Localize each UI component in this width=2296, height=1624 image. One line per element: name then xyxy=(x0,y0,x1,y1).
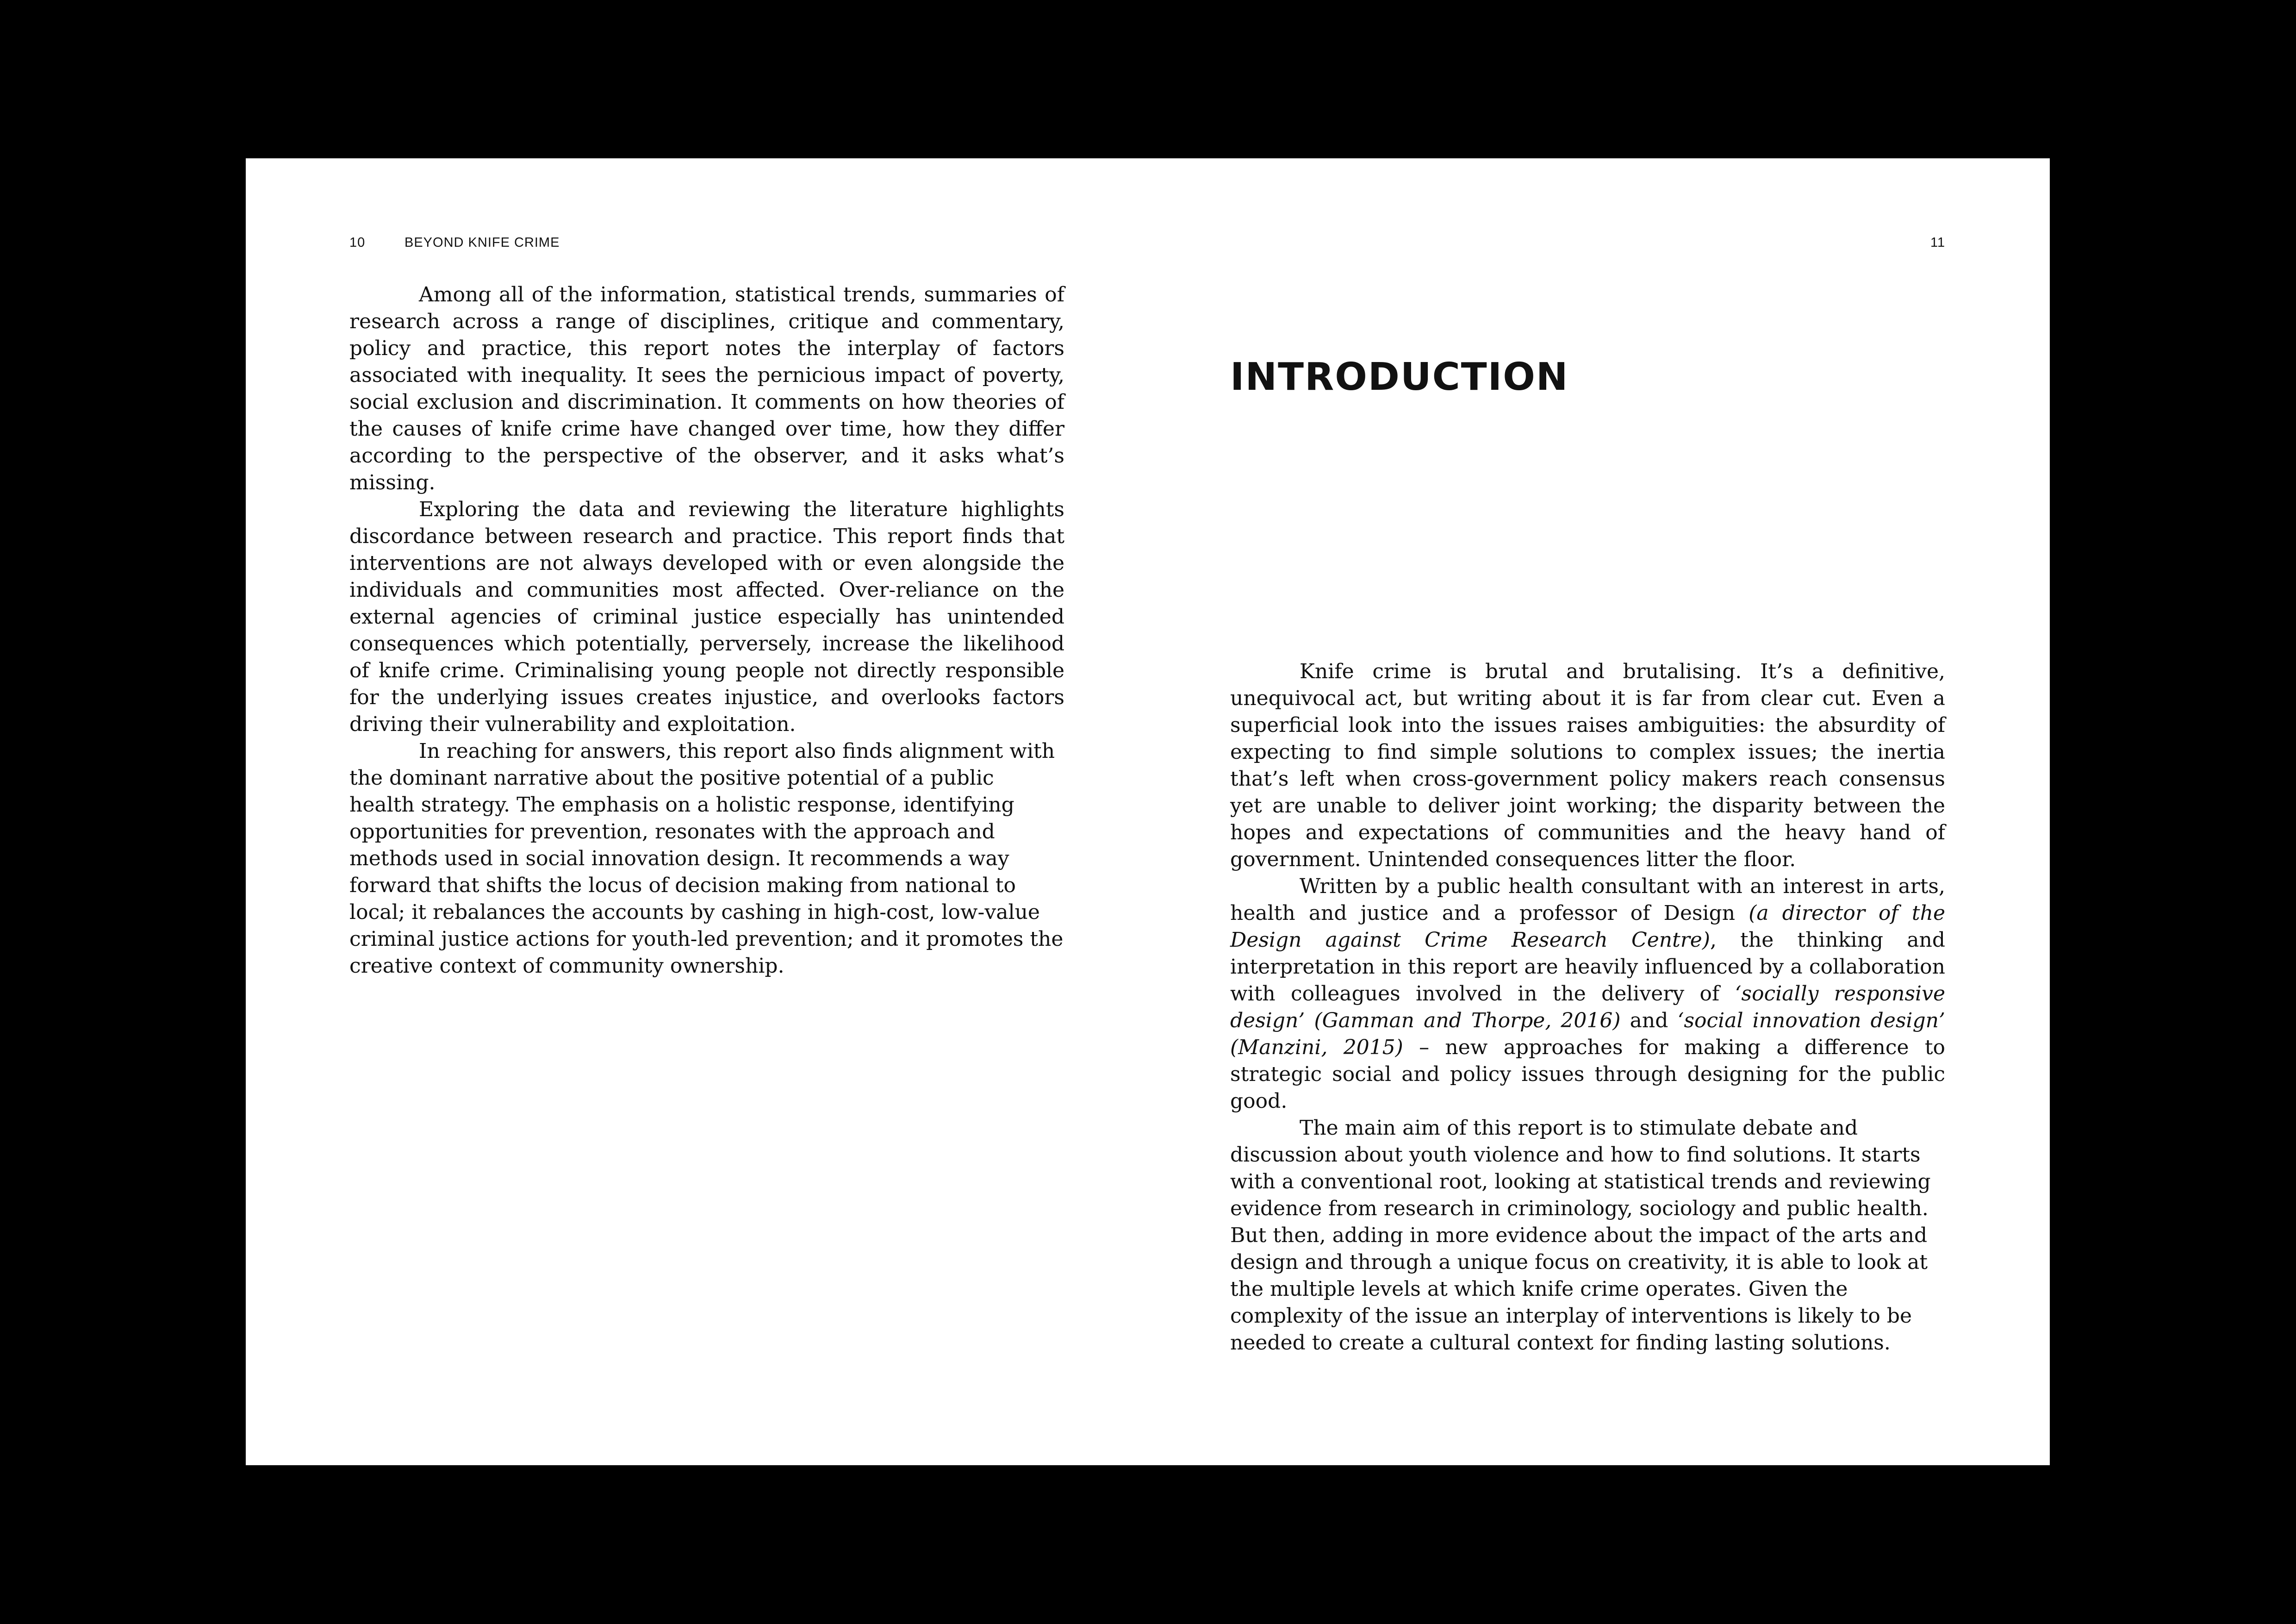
body-paragraph: The main aim of this report is to stimulate debate and discussion about youth violence and how to find solutions. It starts with a conventional root, looking at statistical trends and reviewing evidence from research in criminology, sociology and public health. But then, adding in more evidence about the impact of the arts and design and through a unique focus on creativity, it is able to look at the multiple levels at which knife crime operates. Given the complexity of the issue an interplay of interventions is likely to be needed to create a cultural context for finding lasting solutions. xyxy=(1230,1116,1931,1355)
left-page-body xyxy=(349,281,1064,980)
body-paragraph: In reaching for answers, this report also finds alignment with the dominant narrative about the positive potential of a public health strategy. The emphasis on a holistic response, identifying opportunities for prevention, resonates with the approach and methods used in social innovation design. It recommends a way forward that shifts the locus of decision making from national to local; it rebalances the accounts by cashing in high-cost, low-value criminal justice actions for youth-led prevention; and it promotes the creative context of community ownership. xyxy=(349,739,1064,978)
body-paragraph: Among all of the information, statistical trends, summaries of research across a range of disciplines, critique and commentary, policy and practice, this report notes the interplay of factors associated with inequality. It sees the pernicious impact of poverty, social exclusion and discrimination. It comments on how theories of the causes of knife crime have changed over time, how they differ according to the perspective of the observer, and it asks what’s missing. xyxy=(349,283,1064,494)
paragraph-text: Written by a public health consultant with an interest in arts, health and justice and a professor of Design xyxy=(1230,874,1945,925)
section-heading: INTRODUCTION xyxy=(1230,355,1569,399)
paragraph-text: – new approaches for making a difference to strategic social and policy issues through designing for the public good. xyxy=(1230,1036,1945,1113)
body-paragraph: Knife crime is brutal and brutalising. It’s a definitive, unequivocal act, but writing about it is far from clear cut. Even a superficial look into the issues raises ambiguities: the absurdity of expecting to find simple solutions to complex issues; the inertia that’s left when cross-government policy makers reach consensus yet are unable to deliver joint working; the disparity between the hopes and expectations of communities and the heavy hand of government. Unintended consequences litter the floor. xyxy=(1230,660,1945,871)
italic-citation: ‘social innovation design’ (Manzini, 2015) xyxy=(1230,1009,1945,1059)
italic-citation: (a director of the Design against Crime Research Centre) xyxy=(1230,901,1945,952)
paragraph-text: , the thinking and interpretation in this report are heavily influenced by a collaboration with colleagues involved in the delivery of xyxy=(1230,928,1945,1006)
italic-citation: ‘socially responsive design’ (Gamman and Thorpe, 2016) xyxy=(1230,982,1945,1032)
body-paragraph: Exploring the data and reviewing the literature highlights discordance between research and practice. This report finds that interventions are not always developed with or even alongside the individuals and communities most affected. Over-reliance on the external agencies of criminal justice especially has unintended consequences which potentially, perversely, increase the likelihood of knife crime. Criminalising young people not directly responsible for the underlying issues creates injustice, and overlooks factors driving their vulnerability and exploitation. xyxy=(349,498,1064,736)
book-spread xyxy=(246,158,2050,1465)
page-number-right: 11 xyxy=(1930,235,1946,250)
right-page-body xyxy=(1230,658,1945,1356)
paragraph-text: and xyxy=(1620,1009,1678,1032)
body-paragraph xyxy=(1230,873,1945,1115)
page-number-left: 10 xyxy=(349,235,366,250)
running-title: BEYOND KNIFE CRIME xyxy=(404,235,560,250)
